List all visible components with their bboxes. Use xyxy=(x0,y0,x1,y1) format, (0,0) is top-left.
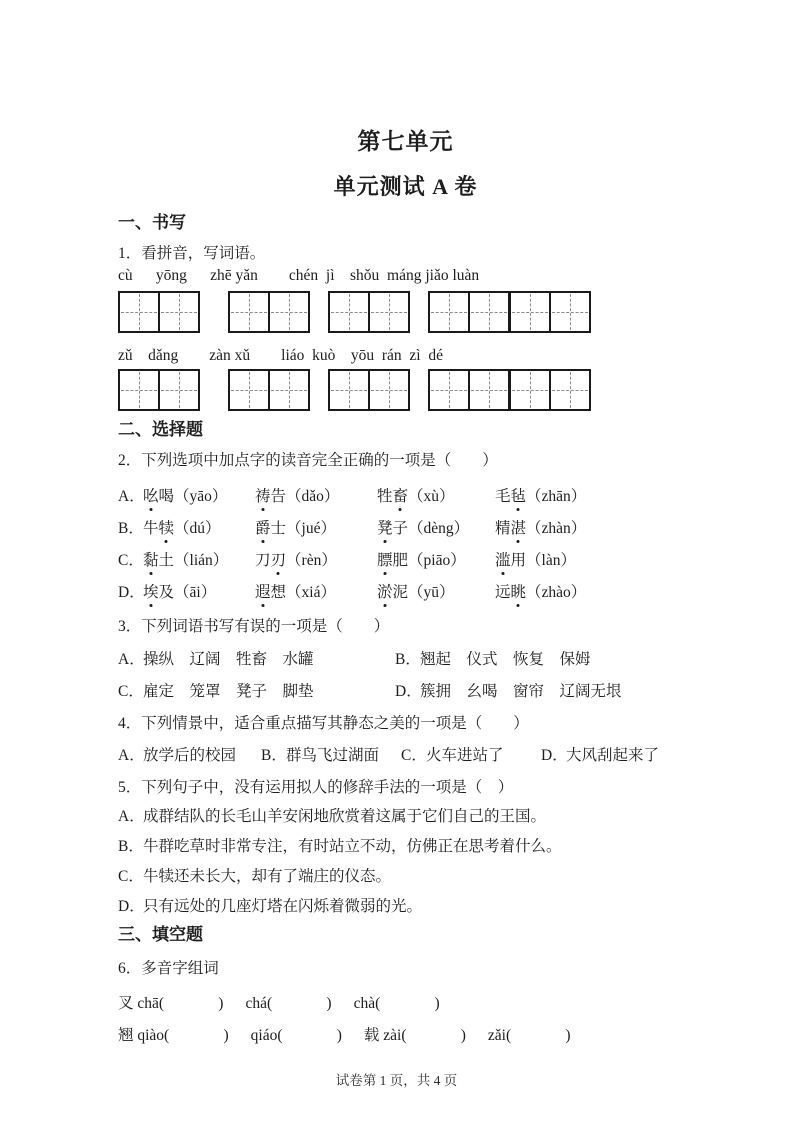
grid-cell xyxy=(470,371,511,409)
q2-word xyxy=(255,583,377,603)
option-label: B． xyxy=(118,838,144,855)
q2-word xyxy=(143,583,255,603)
q1-pinyin-row2: zǔ dǎng zàn xǔ liáo kuò yōu rán zì dé xyxy=(118,347,443,364)
q1-label: 1．看拼音，写词语。 xyxy=(118,245,266,262)
option-label: D． xyxy=(118,584,145,601)
word-rest: 泥（yū） xyxy=(392,584,455,601)
writing-grid-group xyxy=(328,369,410,411)
polyphone-blank: 载 zài( ) xyxy=(363,1027,466,1044)
writing-grid-group xyxy=(228,291,310,333)
polyphone-blank: 翘 qiào( ) xyxy=(118,1027,229,1044)
q3-option-line1 xyxy=(118,650,693,670)
grid-cell xyxy=(160,293,198,331)
grid-cell xyxy=(120,293,160,331)
word-rest: （dú） xyxy=(174,520,221,537)
grid-cell xyxy=(160,371,198,409)
option-text: 翘起 仪式 恢复 保姆 xyxy=(420,651,591,668)
dotted-char: 遐 xyxy=(255,584,271,601)
q4-option-a xyxy=(118,746,261,766)
word-pre: 刀 xyxy=(255,552,271,569)
polyphone-blank: 叉 chā( ) xyxy=(118,995,224,1012)
q5-option-c xyxy=(118,867,693,887)
q5-option-a xyxy=(118,807,693,827)
grid-cell xyxy=(230,371,270,409)
paper-title: 单元测试 A 卷 xyxy=(333,174,478,199)
unit-title: 第七单元 xyxy=(357,129,454,154)
word-rest: 告（dǎo） xyxy=(270,488,340,505)
word-rest: （zhào） xyxy=(526,584,587,601)
option-text: 成群结队的长毛山羊安闲地欣赏着这属于它们自己的王国。 xyxy=(143,808,547,825)
q1-writing-grid-row1 xyxy=(118,291,693,333)
q2-word xyxy=(377,551,495,571)
dotted-char: 畜 xyxy=(392,488,409,505)
q3-option-line2 xyxy=(118,682,693,702)
q6-label: 6．多音字组词 xyxy=(118,960,219,977)
q3-option-d xyxy=(395,682,622,702)
dotted-char: 黏 xyxy=(143,552,159,569)
grid-cell xyxy=(551,371,589,409)
q4-options-row xyxy=(118,746,693,766)
option-label: C． xyxy=(118,868,144,885)
q2-option-row-d xyxy=(118,583,693,603)
word-pre: 毛 xyxy=(495,488,511,505)
q6-row-qiao-zai xyxy=(118,1026,693,1046)
writing-grid-group xyxy=(328,291,410,333)
word-rest: 用（làn） xyxy=(510,552,576,569)
option-text: 只有远处的几座灯塔在闪烁着微弱的光。 xyxy=(143,898,423,915)
word-pre: 牛 xyxy=(143,520,159,537)
grid-cell xyxy=(330,293,370,331)
option-label: D． xyxy=(395,683,422,700)
grid-cell xyxy=(270,293,308,331)
grid-cell xyxy=(230,293,270,331)
word-pre: 精 xyxy=(495,520,511,537)
q2-word xyxy=(495,583,586,603)
option-label: D． xyxy=(118,898,145,915)
q5-option-b xyxy=(118,837,693,857)
q2-word xyxy=(495,519,586,539)
q3-stem: 3．下列词语书写有误的一项是（ ） xyxy=(118,618,390,635)
option-label: B． xyxy=(395,651,421,668)
q2-word xyxy=(143,519,255,539)
word-rest: （zhān） xyxy=(526,488,587,505)
q2-word xyxy=(255,519,377,539)
grid-cell xyxy=(430,371,470,409)
q2-option-row-c xyxy=(118,551,693,571)
grid-cell xyxy=(511,293,551,331)
q2-word xyxy=(255,551,377,571)
option-text: 大风刮起来了 xyxy=(566,747,660,764)
option-text: 雇定 笼罩 凳子 脚垫 xyxy=(143,683,314,700)
option-text: 簇拥 幺喝 窗帘 辽阔无垠 xyxy=(420,683,622,700)
q2-word xyxy=(143,551,255,571)
writing-grid-group xyxy=(228,369,310,411)
word-rest: （zhàn） xyxy=(526,520,587,537)
grid-cell xyxy=(551,293,589,331)
q3-option-b xyxy=(395,650,591,670)
dotted-char: 祷 xyxy=(255,488,271,505)
word-rest: 子（dèng） xyxy=(392,520,470,537)
word-rest: （rèn） xyxy=(286,552,337,569)
q2-word xyxy=(377,519,495,539)
page-footer: 试卷第 1 页，共 4 页 xyxy=(335,1073,458,1088)
q2-word xyxy=(495,551,576,571)
q4-stem: 4．下列情景中，适合重点描写其静态之美的一项是（ ） xyxy=(118,715,529,732)
grid-cell xyxy=(370,293,408,331)
q2-word xyxy=(255,487,377,507)
option-label: B． xyxy=(261,747,287,764)
q5-stem: 5．下列句子中，没有运用拟人的修辞手法的一项是（ ） xyxy=(118,779,514,796)
word-rest: 肥（piāo） xyxy=(392,552,466,569)
grid-cell xyxy=(511,371,551,409)
option-text: 火车进站了 xyxy=(426,747,504,764)
option-text: 群鸟飞过湖面 xyxy=(286,747,380,764)
word-rest: 士（jué） xyxy=(270,520,336,537)
dotted-char: 滥 xyxy=(495,552,511,569)
q2-word xyxy=(143,487,255,507)
dotted-char: 淤 xyxy=(377,584,393,601)
dotted-char: 凳 xyxy=(377,520,393,537)
section1-heading: 一、书写 xyxy=(118,213,186,232)
grid-cell xyxy=(330,371,370,409)
option-label: B． xyxy=(118,520,144,537)
q4-option-d xyxy=(541,746,659,766)
q1-pinyin-row1: cù yōng zhē yǎn chén jì shǒu máng jiǎo luàn xyxy=(118,267,480,284)
q2-stem: 2．下列选项中加点字的读音完全正确的一项是（ ） xyxy=(118,452,498,469)
dotted-char: 眺 xyxy=(510,584,527,601)
q5-option-d xyxy=(118,897,693,917)
word-rest: 土（lián） xyxy=(158,552,229,569)
q3-option-a xyxy=(118,650,395,670)
word-rest: 及（āi） xyxy=(158,584,217,601)
q6-row-cha xyxy=(118,994,693,1014)
option-label: A． xyxy=(118,651,145,668)
option-label: A． xyxy=(118,488,145,505)
word-rest: 喝（yāo） xyxy=(158,488,228,505)
option-text: 操纵 辽阔 牲畜 水罐 xyxy=(143,651,314,668)
option-label: C． xyxy=(118,683,144,700)
grid-cell xyxy=(120,371,160,409)
q1-writing-grid-row2 xyxy=(118,369,693,411)
q2-word xyxy=(377,583,495,603)
option-label: A． xyxy=(118,747,145,764)
dotted-char: 膘 xyxy=(377,552,393,569)
dotted-char: 毡 xyxy=(510,488,527,505)
writing-grid-group xyxy=(118,369,200,411)
q4-option-c xyxy=(401,746,541,766)
polyphone-blank: chá( ) xyxy=(245,995,332,1012)
q2-option-row-b xyxy=(118,519,693,539)
grid-cell xyxy=(270,371,308,409)
q2-word xyxy=(377,487,495,507)
grid-cell xyxy=(430,293,470,331)
dotted-char: 犊 xyxy=(158,520,175,537)
polyphone-blank: chà( ) xyxy=(353,995,440,1012)
word-rest: （xù） xyxy=(408,488,455,505)
writing-grid-group xyxy=(118,291,200,333)
option-text: 放学后的校园 xyxy=(143,747,237,764)
q3-option-c xyxy=(118,682,395,702)
writing-grid-group xyxy=(428,369,591,411)
word-pre: 牲 xyxy=(377,488,393,505)
q2-option-row-a xyxy=(118,487,693,507)
dotted-char: 吆 xyxy=(143,488,159,505)
polyphone-blank: zǎi( ) xyxy=(487,1027,571,1044)
option-text: 牛群吃草时非常专注，有时站立不动，仿佛正在思考着什么。 xyxy=(143,838,562,855)
dotted-char: 爵 xyxy=(255,520,271,537)
dotted-char: 埃 xyxy=(143,584,159,601)
option-label: D． xyxy=(541,747,568,764)
section2-heading: 二、选择题 xyxy=(118,420,203,439)
q2-word xyxy=(495,487,586,507)
dotted-char: 刃 xyxy=(270,552,287,569)
option-label: C． xyxy=(401,747,427,764)
section3-heading: 三、填空题 xyxy=(118,925,203,944)
option-label: A． xyxy=(118,808,145,825)
writing-grid-group xyxy=(428,291,591,333)
word-rest: 想（xiá） xyxy=(270,584,336,601)
grid-cell xyxy=(370,371,408,409)
polyphone-blank: qiáo( ) xyxy=(250,1027,342,1044)
option-label: C． xyxy=(118,552,144,569)
grid-cell xyxy=(470,293,511,331)
q4-option-b xyxy=(261,746,401,766)
word-pre: 远 xyxy=(495,584,511,601)
option-text: 牛犊还未长大，却有了端庄的仪态。 xyxy=(143,868,392,885)
dotted-char: 湛 xyxy=(510,520,527,537)
